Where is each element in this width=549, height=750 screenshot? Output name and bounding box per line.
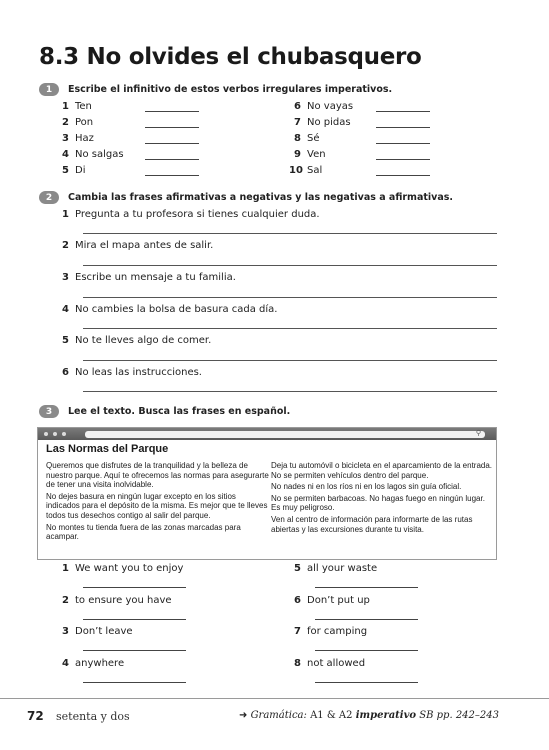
phrase-item xyxy=(57,563,183,574)
answer-blank[interactable] xyxy=(83,619,186,620)
item-text: Haz xyxy=(75,133,94,144)
item-text: Pon xyxy=(75,117,94,128)
answer-blank[interactable] xyxy=(376,143,430,144)
item-number: 5 xyxy=(62,165,69,176)
answer-blank[interactable] xyxy=(145,127,199,128)
sentence-item xyxy=(57,272,236,283)
item-text: Di xyxy=(75,165,86,176)
item-text: anywhere xyxy=(75,658,125,669)
exercise-3-header xyxy=(39,405,290,418)
address-bar xyxy=(85,428,485,438)
answer-line[interactable] xyxy=(83,297,497,298)
phrase-item xyxy=(289,563,377,574)
footer-divider xyxy=(0,698,549,699)
item-text: We want you to enjoy xyxy=(75,563,184,574)
phrase-item xyxy=(57,658,124,669)
exercise-instruction: Lee el texto. Busca las frases en español. xyxy=(68,406,291,417)
exercise-number-badge: 1 xyxy=(39,83,59,96)
phrase-item xyxy=(57,595,172,606)
window-control-icon xyxy=(44,432,48,436)
item-text: Ven xyxy=(307,149,326,160)
answer-blank[interactable] xyxy=(376,111,430,112)
grammar-level: A1 & A2 xyxy=(310,710,353,721)
phrase-item xyxy=(289,658,365,669)
exercise-instruction: Cambia las frases afirmativas a negativas y las negativas a afirmativas. xyxy=(68,192,454,203)
answer-blank[interactable] xyxy=(315,650,418,651)
reading-paragraph: No se permiten barbacoas. No hagas fuego en ningún lugar. Es muy peligroso. xyxy=(271,493,485,513)
exercise-1-header xyxy=(39,83,392,96)
item-text: Sal xyxy=(307,165,323,176)
answer-blank[interactable] xyxy=(145,143,199,144)
item-text: No leas las instrucciones. xyxy=(75,367,202,378)
arrow-icon: ➜ xyxy=(238,710,248,721)
sentence-item xyxy=(57,209,320,220)
item-text: No salgas xyxy=(75,149,124,160)
item-number: 7 xyxy=(294,626,301,637)
grammar-pages: SB pp. 242–243 xyxy=(419,710,499,721)
item-number: 7 xyxy=(294,117,301,128)
item-text: No vayas xyxy=(307,101,354,112)
reading-left-column xyxy=(46,461,270,544)
verb-item xyxy=(57,133,94,144)
reading-title: Las Normas del Parque xyxy=(46,443,169,455)
answer-blank[interactable] xyxy=(315,682,418,683)
reading-paragraph: No dejes basura en ningún lugar excepto en los sitios indicados para el depósito de la misma. Es mejor que te lleves todos tus desechos contigo al salir del parque. xyxy=(46,491,268,520)
verb-item xyxy=(57,165,85,176)
item-text: Escribe un mensaje a tu familia. xyxy=(75,272,236,283)
answer-blank[interactable] xyxy=(83,650,186,651)
verb-item xyxy=(289,149,326,160)
verb-item xyxy=(57,101,92,112)
item-number: 6 xyxy=(62,367,69,378)
item-number: 1 xyxy=(62,563,69,574)
verb-item xyxy=(57,117,93,128)
item-number: 5 xyxy=(62,335,69,346)
item-text: Don’t leave xyxy=(75,626,133,637)
item-text: No cambies la bolsa de basura cada día. xyxy=(75,304,278,315)
item-text: all your waste xyxy=(307,563,378,574)
item-number: 3 xyxy=(62,272,69,283)
phrase-item xyxy=(289,595,370,606)
item-number: 2 xyxy=(62,595,69,606)
item-number: 1 xyxy=(62,101,69,112)
answer-blank[interactable] xyxy=(83,682,186,683)
item-text: No te lleves algo de comer. xyxy=(75,335,212,346)
search-icon: ⚲ xyxy=(475,428,481,437)
answer-line[interactable] xyxy=(83,360,497,361)
item-text: Don’t put up xyxy=(307,595,370,606)
reading-paragraph: No montes tu tienda fuera de las zonas marcadas para acampar. xyxy=(46,522,241,542)
reading-paragraph: Queremos que disfrutes de la tranquilidad y la belleza de nuestro parque. Aquí te ofrecemos las normas para asegurarte de tener una visita inolvidable. xyxy=(46,461,269,490)
reading-paragraph: Ven al centro de información para informarte de las rutas abiertas y las excursiones durante tu visita. xyxy=(271,514,473,534)
verb-item xyxy=(289,101,353,112)
grammar-reference xyxy=(239,710,499,721)
answer-blank[interactable] xyxy=(145,175,199,176)
page-title: 8.3 No olvides el chubasquero xyxy=(39,44,422,70)
grammar-topic: imperativo xyxy=(355,710,417,721)
item-number: 4 xyxy=(62,304,69,315)
sentence-item xyxy=(57,335,211,346)
exercise-instruction: Escribe el infinitivo de estos verbos irregulares imperativos. xyxy=(68,84,393,95)
item-number: 1 xyxy=(62,209,69,220)
exercise-number-badge: 2 xyxy=(39,191,59,204)
answer-blank[interactable] xyxy=(315,619,418,620)
sentence-item xyxy=(57,367,202,378)
sentence-item xyxy=(57,240,213,251)
item-number: 9 xyxy=(294,149,301,160)
verb-item xyxy=(289,165,322,176)
answer-line[interactable] xyxy=(83,265,497,266)
item-text: No pidas xyxy=(307,117,351,128)
answer-blank[interactable] xyxy=(376,175,430,176)
verb-item xyxy=(289,117,351,128)
item-number: 6 xyxy=(294,595,301,606)
item-number: 4 xyxy=(62,149,69,160)
answer-blank[interactable] xyxy=(145,111,199,112)
item-text: to ensure you have xyxy=(75,595,172,606)
item-number: 6 xyxy=(294,101,301,112)
phrase-item xyxy=(57,626,133,637)
answer-line[interactable] xyxy=(83,328,497,329)
item-text: for camping xyxy=(307,626,368,637)
answer-blank[interactable] xyxy=(145,159,199,160)
item-number: 8 xyxy=(294,133,301,144)
exercise-2-header xyxy=(39,191,453,204)
window-control-icon xyxy=(62,432,66,436)
item-text: Pregunta a tu profesora si tienes cualquier duda. xyxy=(75,209,320,220)
item-number: 2 xyxy=(62,240,69,251)
reading-paragraph: No nades ni en los ríos ni en los lagos sin guía oficial. xyxy=(271,482,462,492)
grammar-label: Gramática: xyxy=(250,710,307,721)
item-number: 3 xyxy=(62,626,69,637)
answer-blank[interactable] xyxy=(315,587,418,588)
item-number: 5 xyxy=(294,563,301,574)
item-text: not allowed xyxy=(307,658,366,669)
sentence-item xyxy=(57,304,278,315)
item-number: 8 xyxy=(294,658,301,669)
item-number: 4 xyxy=(62,658,69,669)
answer-line[interactable] xyxy=(83,233,497,234)
reading-right-column xyxy=(271,461,495,536)
phrase-item xyxy=(289,626,367,637)
answer-blank[interactable] xyxy=(83,587,186,588)
window-control-icon xyxy=(53,432,57,436)
answer-blank[interactable] xyxy=(376,159,430,160)
verb-item xyxy=(57,149,124,160)
item-text: Mira el mapa antes de salir. xyxy=(75,240,214,251)
browser-toolbar xyxy=(38,428,496,440)
answer-line[interactable] xyxy=(83,391,497,392)
item-number: 2 xyxy=(62,117,69,128)
answer-blank[interactable] xyxy=(376,127,430,128)
exercise-number-badge: 3 xyxy=(39,405,59,418)
item-text: Ten xyxy=(75,101,92,112)
item-number: 10 xyxy=(289,165,303,176)
reading-paragraph: Deja tu automóvil o bicicleta en el aparcamiento de la entrada. No se permiten vehículos dentro del parque. xyxy=(271,461,493,480)
item-text: Sé xyxy=(307,133,320,144)
verb-item xyxy=(289,133,320,144)
page-number-words: setenta y dos xyxy=(56,710,130,723)
page-number: 72 xyxy=(27,709,44,723)
item-number: 3 xyxy=(62,133,69,144)
